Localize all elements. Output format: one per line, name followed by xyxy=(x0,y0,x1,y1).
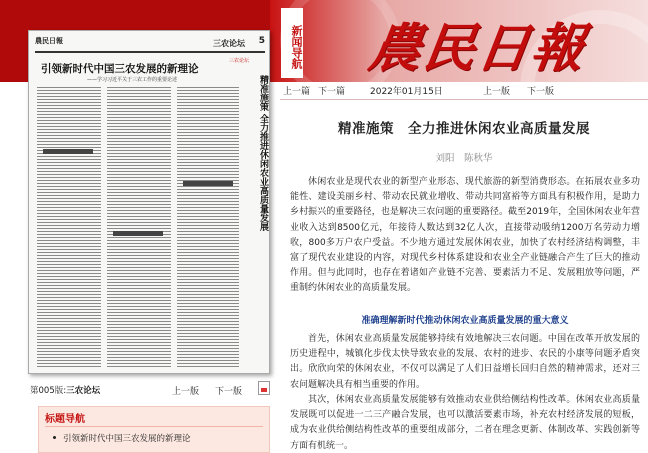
thumb-headline[interactable]: 引领新时代中国三农发展的新理论 xyxy=(41,63,199,75)
thumb-subhead xyxy=(183,181,233,186)
next-page-link[interactable]: 下一版 xyxy=(215,387,243,397)
toc-panel xyxy=(38,406,270,453)
toc-divider xyxy=(45,426,263,427)
prev-page-link-right[interactable]: 上一版 xyxy=(483,87,511,97)
news-nav-badge: 新闻导航 xyxy=(281,8,303,78)
thumb-logo: 農民日報 xyxy=(35,37,63,45)
newspaper-logo: 農民日報 xyxy=(365,18,590,79)
thumb-subhead xyxy=(113,231,163,236)
article-title: 精准施策 全力推进休闲农业高质量发展 xyxy=(338,121,590,137)
nav-divider xyxy=(280,99,648,100)
thumb-page-number: 5 xyxy=(258,36,265,46)
article-paragraph: 其次，休闲农业高质量发展能够有效推动农业供给侧结构性改革。休闲农业高质量发展既可以促进一二三产融合发展，也可以激活要素市场，补充农村经济发展的短板，成为农业供给侧结构性改革的重要组成部分，二者在理念更新、体制改革、实践创新等方面有机统一。 xyxy=(290,395,640,451)
next-article-link[interactable]: 下一篇 xyxy=(318,87,346,97)
thumb-text-column xyxy=(107,87,171,367)
thumb-subhead xyxy=(43,149,93,154)
newspaper-page-image[interactable] xyxy=(28,30,270,374)
prev-page-link[interactable]: 上一版 xyxy=(172,387,200,397)
edition-name: 三农论坛 xyxy=(66,386,101,396)
thumb-text-column xyxy=(37,87,101,367)
next-page-link-right[interactable]: 下一版 xyxy=(527,87,555,97)
edition-label xyxy=(30,384,100,396)
thumb-vertical-title[interactable]: 精准施策 全力推进休闲农业高质量发展 xyxy=(258,75,268,232)
article-nav xyxy=(283,84,648,98)
thumb-section: 三农论坛 xyxy=(213,39,245,48)
prev-article-link[interactable]: 上一篇 xyxy=(283,87,311,97)
thumb-section-logo: 三农论坛 xyxy=(229,58,250,64)
article-paragraph: 休闲农业是现代农业的新型产业形态、现代旅游的新型消费形态。在拓展农业多功能性、建设美丽乡村、带动农民就业增收、带动共同富裕等方面具有积极作用，是助力乡村振兴的重要路径，也是解决三农问题的重要路径。截至2019年，全国休闲农业年营业收入达到8500亿元，年接待人数达到32亿人次，直接带动吸纳1200万名劳动力增收，800多万户农户受益。不少地方通过发展休闲农业，加快了农村经济结构调整，丰富了现代农业建设的内容，对现代乡村体系建设和农业全产业链融合产生了巨大的推动作用。但与此同时，也存在着诸如产业链不完善、要素活力不足、发展粗放等问题，严重制约休闲农业的高质量发展。 xyxy=(290,177,640,294)
toc-item[interactable]: 引领新时代中国三农发展的新理论 xyxy=(63,434,191,444)
article-paragraph: 首先，休闲农业高质量发展能够持续有效地解决三农问题。中国在改革开放发展的历史进程中，城镇化步伐太快导致农业的发展、农村的进步、农民的小康等问题矛盾突出。欣欣向荣的休闲农业，不仅可以满足了人们日益增长回归自然的精神需求，还对三农问题解决具有相当重要的作用。 xyxy=(290,334,640,390)
toc-title: 标题导航 xyxy=(45,414,85,425)
thumb-subheadline: ——学习习近平关于三农工作的重要论述 xyxy=(87,77,178,83)
thumb-header xyxy=(35,35,265,53)
article-subheading: 准确理解新时代推动休闲农业高质量发展的重大意义 xyxy=(361,316,569,326)
thumb-text-column xyxy=(177,87,239,367)
issue-date: 2022年01月15日 xyxy=(370,87,443,97)
article-author: 刘阳 陈秋华 xyxy=(435,153,493,164)
pdf-icon[interactable] xyxy=(258,381,270,395)
edition-prefix: 第005版: xyxy=(30,386,67,396)
bullet-icon xyxy=(53,436,56,439)
